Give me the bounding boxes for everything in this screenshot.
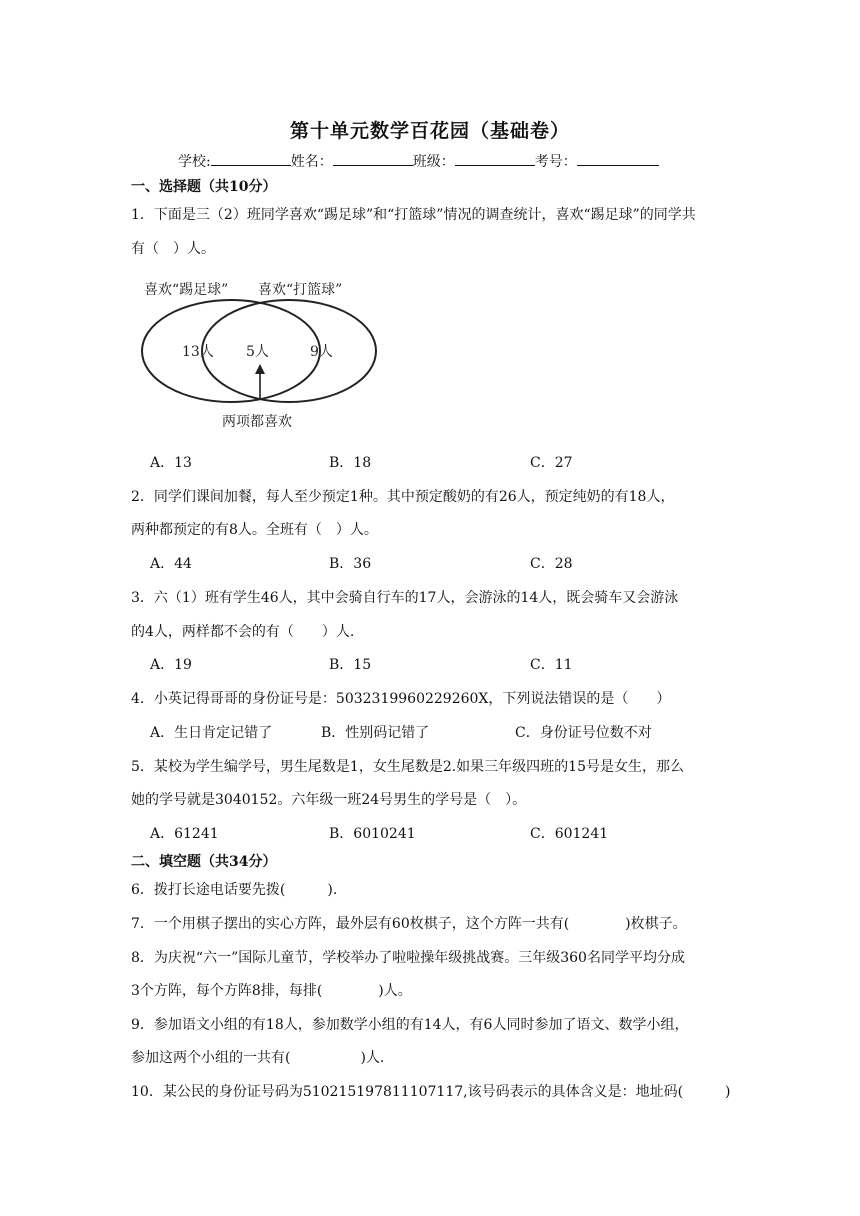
venn-both-count: 5人 [246, 344, 269, 360]
q1-line2: 有（ ）人。 [131, 241, 215, 257]
class-label: 班级： [412, 154, 455, 170]
venn-right-only-count: 9人 [310, 344, 333, 360]
school-blank [211, 151, 291, 166]
q2-line2: 两种都预定的有8人。全班有（ ）人。 [131, 522, 378, 538]
q7-line1: 7．一个用棋子摆出的实心方阵，最外层有60枚棋子，这个方阵一共有( )枚棋子。 [131, 916, 687, 932]
student-info-line [178, 151, 659, 171]
q2-option-a[interactable]: A．44 [150, 556, 192, 572]
q1-option-a[interactable]: A．13 [150, 455, 192, 471]
q3-option-a[interactable]: A．19 [150, 657, 192, 673]
q3-line1: 3．六（1）班有学生46人，其中会骑自行车的17人，会游泳的14人，既会骑车又会游泳 [131, 590, 679, 606]
q4-option-c[interactable]: C．身份证号位数不对 [515, 725, 652, 741]
q1-option-c[interactable]: C．27 [530, 455, 573, 471]
q2-option-b[interactable]: B．36 [329, 556, 372, 572]
venn-arrow-head [255, 364, 265, 374]
venn-circle-right [202, 300, 376, 402]
q5-line2: 她的学号就是3040152。六年级一班24号男生的学号是（ ）。 [131, 792, 527, 808]
venn-circle-left [142, 300, 320, 402]
venn-left-only-count: 13人 [182, 344, 214, 360]
q3-line2: 的4人，两样都不会的有（ ）人. [131, 624, 355, 640]
exam-no-label: 考号： [534, 154, 577, 170]
q8-line2: 3个方阵，每个方阵8排，每排( )人。 [131, 983, 412, 999]
name-label: 姓名： [290, 154, 333, 170]
q5-option-b[interactable]: B．6010241 [329, 826, 416, 842]
q5-option-a[interactable]: A．61241 [150, 826, 219, 842]
q4-option-b[interactable]: B．性别码记错了 [321, 725, 430, 741]
exam-no-blank [577, 151, 659, 166]
q4-option-a[interactable]: A．生日肯定记错了 [150, 725, 273, 741]
q3-option-b[interactable]: B．15 [329, 657, 372, 673]
q2-line1: 2．同学们课间加餐，每人至少预定1种。其中预定酸奶的有26人，预定纯奶的有18人， [131, 489, 675, 505]
q5-option-c[interactable]: C．601241 [530, 826, 609, 842]
q6-line1: 6．拨打长途电话要先拨( ). [131, 882, 338, 898]
q2-option-c[interactable]: C．28 [530, 556, 573, 572]
name-blank [333, 151, 413, 166]
class-blank [455, 151, 535, 166]
q8-line1: 8．为庆祝“六一”国际儿童节，学校举办了啦啦操年级挑战赛。三年级360名同学平均分成 [131, 950, 685, 966]
q1-line1: 1．下面是三（2）班同学喜欢“踢足球”和“打篮球”情况的调查统计，喜欢“踢足球”的同学共 [131, 207, 696, 223]
school-label: 学校: [178, 154, 211, 170]
venn-diagram [138, 272, 388, 437]
page-title: 第十单元数学百花园（基础卷） [289, 120, 570, 142]
section-1-title: 一、选择题（共10分） [131, 179, 277, 195]
q4-line1: 4．小英记得哥哥的身份证号是：5032319960229260X，下列说法错误的是（ ） [131, 691, 671, 707]
venn-label-left: 喜欢“踢足球” [144, 282, 229, 298]
q1-option-b[interactable]: B．18 [329, 455, 372, 471]
q10-line1: 10．某公民的身份证号码为510215197811107117,该号码表示的具体含义是：地址码( ) [131, 1084, 731, 1100]
q3-option-c[interactable]: C．11 [530, 657, 573, 673]
q5-line1: 5．某校为学生编学号，男生尾数是1，女生尾数是2.如果三年级四班的15号是女生，那么 [131, 759, 684, 775]
venn-both-caption: 两项都喜欢 [222, 414, 292, 430]
q9-line1: 9．参加语文小组的有18人，参加数学小组的有14人，有6人同时参加了语文、数学小组， [131, 1017, 689, 1033]
q9-line2: 参加这两个小组的一共有( )人. [131, 1050, 385, 1066]
section-2-title: 二、填空题（共34分） [131, 854, 277, 870]
venn-label-right: 喜欢“打篮球” [258, 282, 343, 298]
